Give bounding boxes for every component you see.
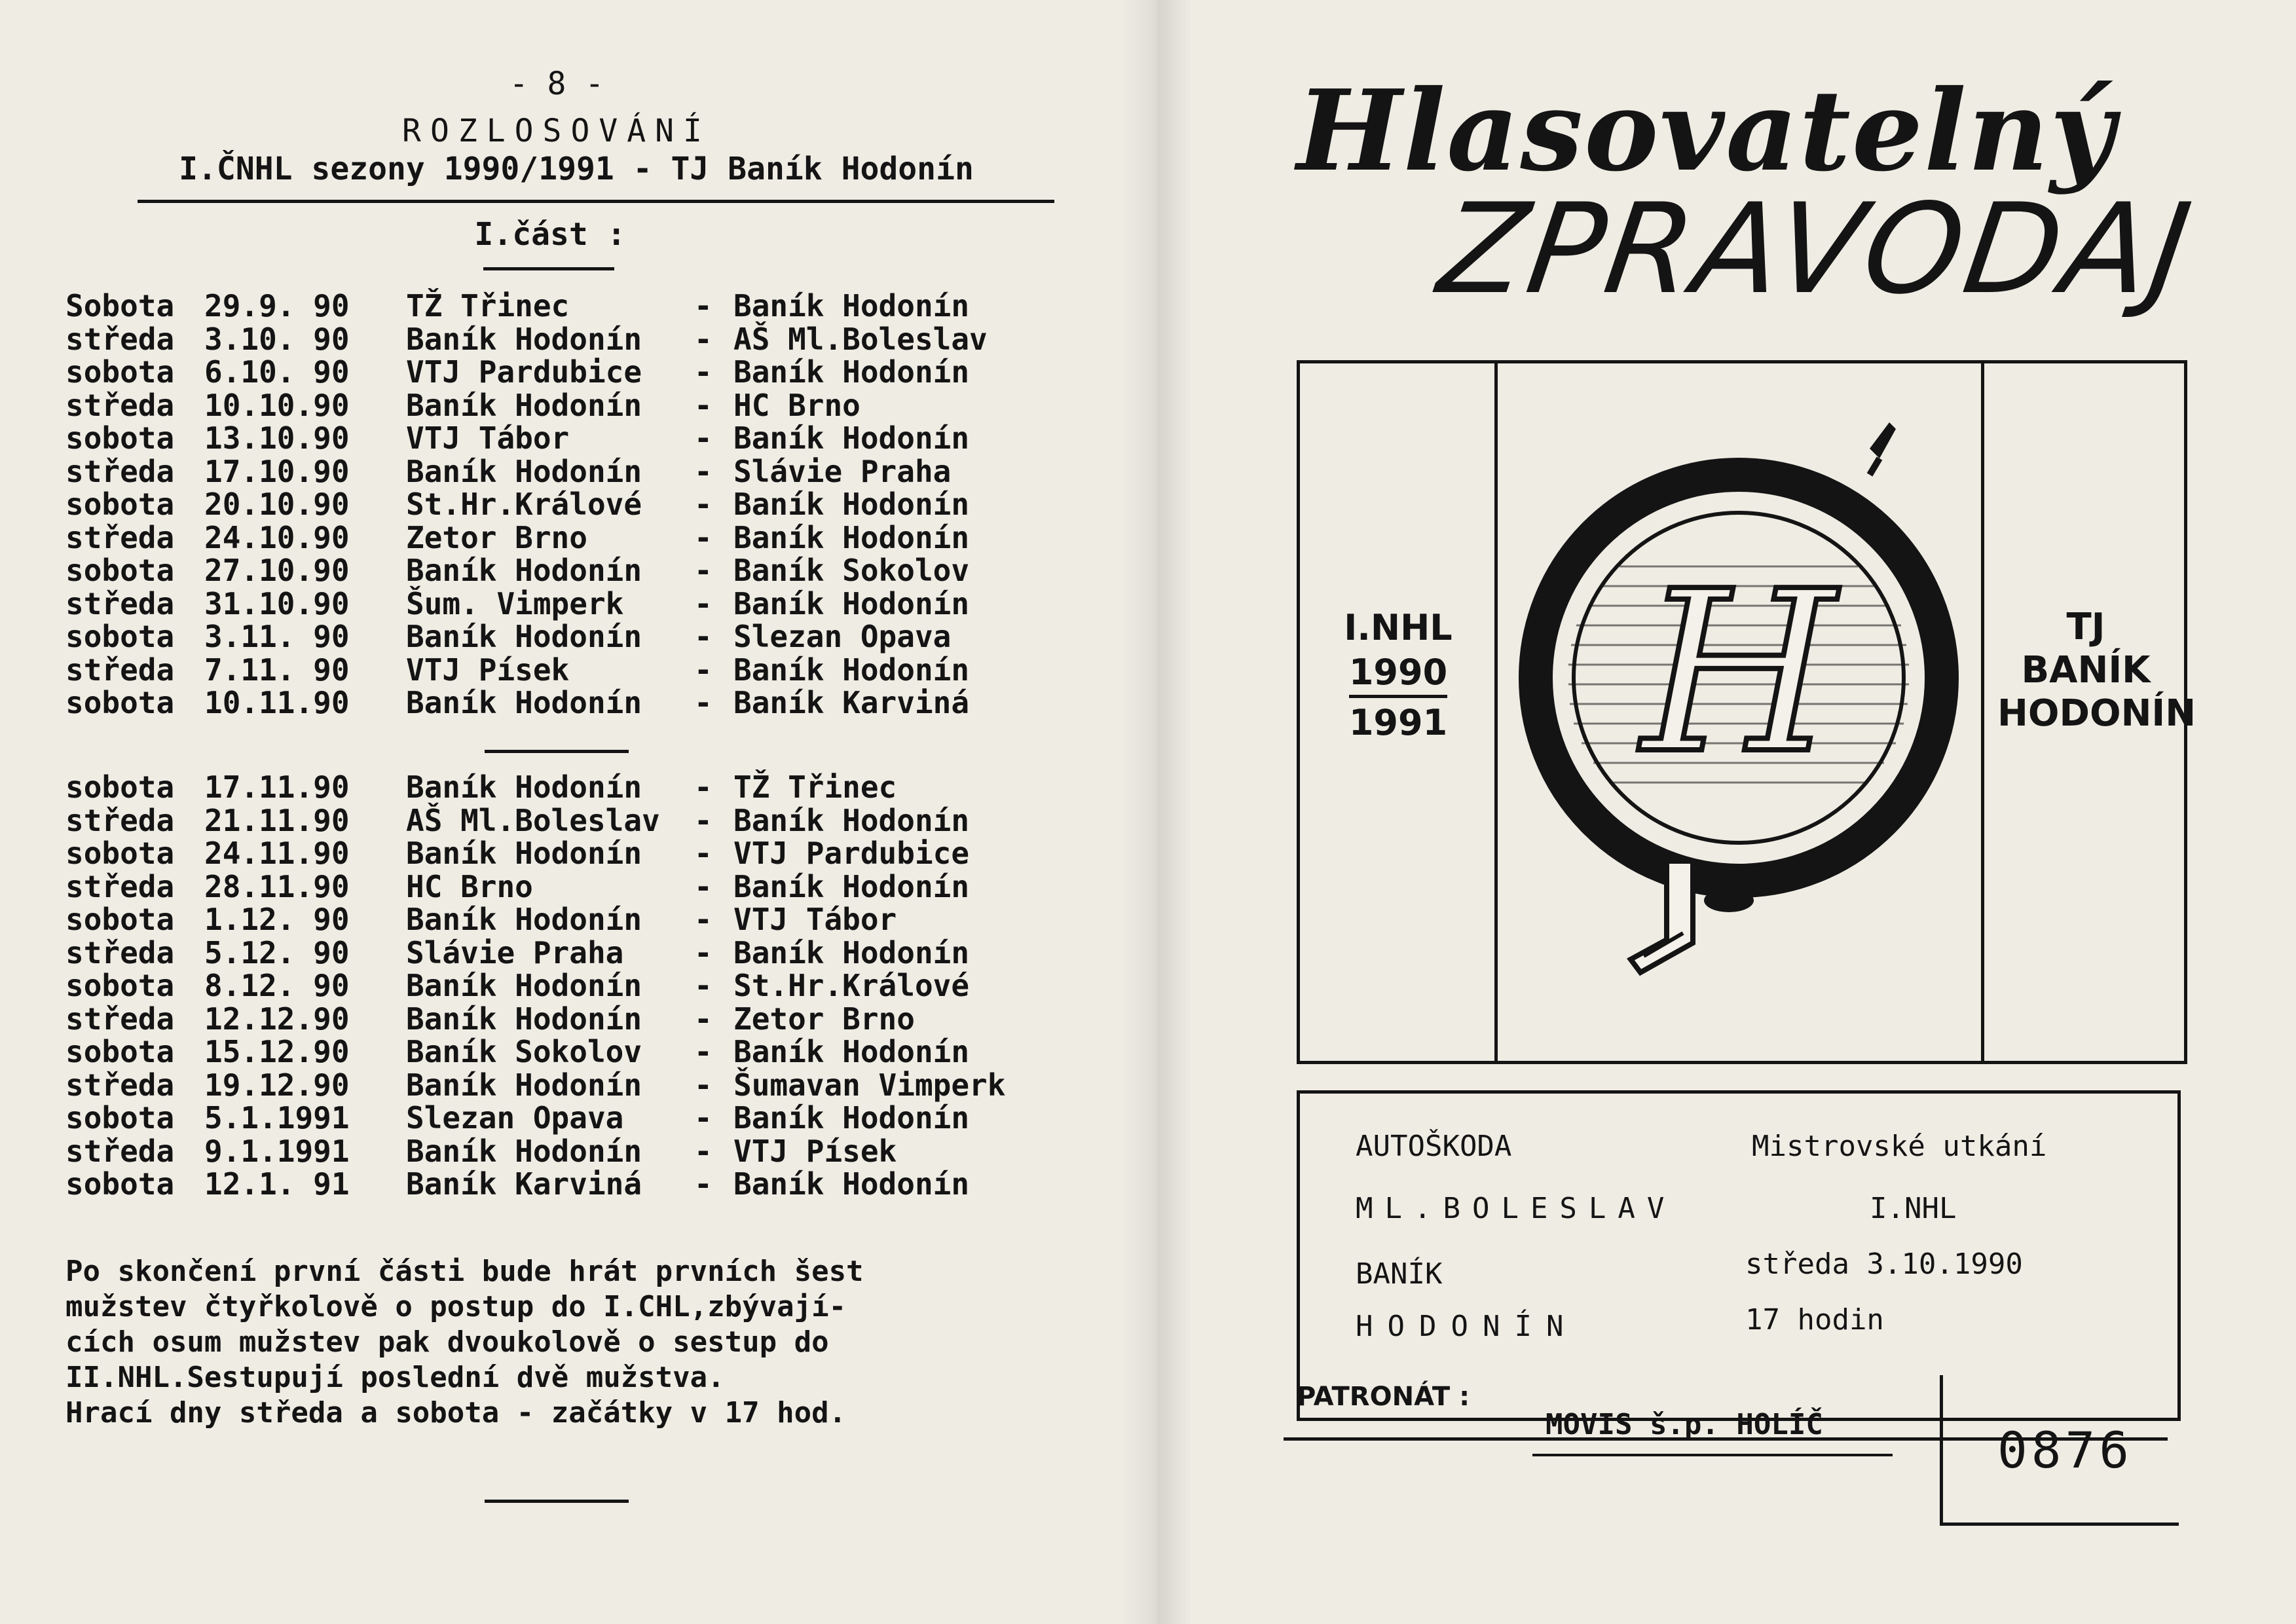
schedule-notes — [65, 1254, 1087, 1431]
schedule-row — [65, 1001, 1087, 1035]
schedule-row — [65, 1034, 1087, 1067]
home-team: Baník Hodonín — [406, 321, 642, 357]
club-line: TJ — [2066, 606, 2105, 648]
away-team: Slávie Praha — [733, 453, 952, 489]
versus-dash: - — [694, 487, 713, 522]
away-team: AŠ Ml.Boleslav — [733, 321, 988, 357]
versus-dash: - — [694, 1133, 713, 1169]
match-date: 10.11.90 — [204, 685, 350, 720]
versus-dash: - — [694, 902, 713, 937]
schedule-row — [65, 619, 1087, 652]
versus-dash: - — [694, 354, 713, 390]
versus-dash: - — [694, 868, 713, 904]
note-line: Hrací dny středa a sobota - začátky v 17 hod. — [65, 1396, 847, 1430]
club-name — [1997, 606, 2196, 735]
schedule-row — [65, 836, 1087, 869]
patronat-underline — [1532, 1454, 1893, 1456]
heading-rule — [138, 200, 1054, 203]
schedule-row — [65, 935, 1087, 969]
match-day: Sobota — [65, 288, 175, 323]
left-page — [65, 65, 1087, 1572]
versus-dash: - — [694, 1067, 713, 1103]
section-rule — [485, 750, 629, 753]
match-date: 6.10. 90 — [204, 354, 350, 390]
schedule-row — [65, 520, 1087, 553]
home-team: Slávie Praha — [406, 934, 624, 970]
schedule-row — [65, 420, 1087, 454]
schedule-row — [65, 869, 1087, 902]
schedule-row — [65, 322, 1087, 355]
versus-dash: - — [694, 387, 713, 423]
schedule-row — [65, 354, 1087, 388]
home-team: Zetor Brno — [406, 519, 587, 555]
club-line: BANÍK — [2021, 649, 2151, 692]
match-date: 17.10.90 — [204, 453, 350, 489]
right-page — [1284, 65, 2200, 1572]
club-logo-icon — [1503, 409, 1974, 1012]
schedule-row — [65, 1100, 1087, 1134]
emblem-panel — [1297, 360, 2196, 1064]
league-label: I.NHL — [1344, 607, 1453, 648]
schedule-row — [65, 487, 1087, 520]
match-day: sobota — [65, 836, 175, 871]
versus-dash: - — [694, 934, 713, 970]
match-date: 28.11.90 — [204, 868, 350, 904]
home-team-line1: BANÍK — [1356, 1257, 1443, 1291]
match-date: 12.12.90 — [204, 1001, 350, 1037]
match-date: 9.1.1991 — [204, 1133, 350, 1169]
note-line: cích osum mužstev pak dvoukolově o sestup do — [65, 1325, 829, 1359]
schedule-row — [65, 1166, 1087, 1200]
patronat-label: PATRONÁT : — [1297, 1382, 1470, 1412]
logo-monogram: H — [1641, 544, 1836, 803]
home-team: Baník Hodonín — [406, 1067, 642, 1103]
home-team: Šum. Vimperk — [406, 585, 624, 621]
match-day: sobota — [65, 968, 175, 1003]
match-day: středa — [65, 652, 175, 688]
home-team: Baník Hodonín — [406, 1133, 642, 1169]
match-day: středa — [65, 934, 175, 970]
home-team: HC Brno — [406, 868, 533, 904]
match-day: středa — [65, 585, 175, 621]
league-season — [1320, 606, 1477, 745]
away-team: Baník Hodonín — [733, 652, 970, 688]
match-date: 19.12.90 — [204, 1067, 350, 1103]
match-day: středa — [65, 868, 175, 904]
versus-dash: - — [694, 802, 713, 838]
match-day: středa — [65, 802, 175, 838]
match-day: středa — [65, 1067, 175, 1103]
match-date: 24.11.90 — [204, 836, 350, 871]
match-date: 7.11. 90 — [204, 652, 350, 688]
match-day: středa — [65, 1001, 175, 1037]
versus-dash: - — [694, 1034, 713, 1069]
versus-dash: - — [694, 585, 713, 621]
versus-dash: - — [694, 1166, 713, 1202]
note-line: mužstev čtyřkolově o postup do I.CHL,zbývají- — [65, 1290, 847, 1323]
panel-divider — [1981, 363, 1984, 1061]
away-team: St.Hr.Králové — [733, 968, 970, 1003]
match-day: sobota — [65, 1166, 175, 1202]
away-team: VTJ Pardubice — [733, 836, 970, 871]
home-team: Baník Karviná — [406, 1166, 642, 1202]
home-team: Baník Hodonín — [406, 553, 642, 588]
versus-dash: - — [694, 652, 713, 688]
match-day: sobota — [65, 619, 175, 654]
away-team: Baník Hodonín — [733, 420, 970, 456]
away-team: Baník Hodonín — [733, 519, 970, 555]
schedule-row — [65, 968, 1087, 1001]
versus-dash: - — [694, 453, 713, 489]
home-team: Baník Hodonín — [406, 836, 642, 871]
match-date: 20.10.90 — [204, 487, 350, 522]
versus-dash: - — [694, 519, 713, 555]
home-team: AŠ Ml.Boleslav — [406, 802, 660, 838]
match-date: 31.10.90 — [204, 585, 350, 621]
away-team: VTJ Tábor — [733, 902, 897, 937]
away-team: TŽ Třinec — [733, 769, 897, 805]
schedule-row — [65, 769, 1087, 803]
patronat-name: MOVIS š.p. HOLÍČ — [1546, 1408, 1823, 1441]
match-day: středa — [65, 519, 175, 555]
match-day: sobota — [65, 420, 175, 456]
schedule-row — [65, 652, 1087, 686]
center-fold — [1120, 0, 1192, 1624]
schedule-row — [65, 388, 1087, 421]
versus-dash: - — [694, 685, 713, 720]
match-date: 5.1.1991 — [204, 1100, 350, 1135]
match-date: 3.11. 90 — [204, 619, 350, 654]
match-date: 3.10. 90 — [204, 321, 350, 357]
versus-dash: - — [694, 420, 713, 456]
part-rule — [483, 267, 614, 270]
match-date: 10.10.90 — [204, 387, 350, 423]
match-date: 12.1. 91 — [204, 1166, 350, 1202]
away-team: Baník Hodonín — [733, 868, 970, 904]
versus-dash: - — [694, 553, 713, 588]
away-team: Baník Hodonín — [733, 934, 970, 970]
schedule-row — [65, 288, 1087, 322]
schedule-row — [65, 1134, 1087, 1167]
schedule-row — [65, 685, 1087, 718]
guest-team-line1: AUTOŠKODA — [1356, 1130, 1512, 1163]
panel-divider — [1494, 363, 1498, 1061]
away-team: Baník Hodonín — [733, 585, 970, 621]
versus-dash: - — [694, 968, 713, 1003]
schedule-row — [65, 803, 1087, 836]
home-team: Baník Hodonín — [406, 968, 642, 1003]
schedule-row — [65, 902, 1087, 935]
away-team: Baník Karviná — [733, 685, 970, 720]
match-date: 17.11.90 — [204, 769, 350, 805]
home-team-line2: HODONÍN — [1356, 1310, 1578, 1343]
match-day: sobota — [65, 487, 175, 522]
match-date: 8.12. 90 — [204, 968, 350, 1003]
away-team: Baník Hodonín — [733, 802, 970, 838]
schedule-row — [65, 1067, 1087, 1101]
match-date: 24.10.90 — [204, 519, 350, 555]
match-day: sobota — [65, 553, 175, 588]
away-team: VTJ Písek — [733, 1133, 897, 1169]
competition-line2: I.NHL — [1870, 1192, 1957, 1225]
home-team: Baník Hodonín — [406, 1001, 642, 1037]
match-info-panel — [1297, 1090, 2181, 1421]
home-team: Baník Sokolov — [406, 1034, 642, 1069]
home-team: VTJ Písek — [406, 652, 570, 688]
schedule-row — [65, 454, 1087, 487]
match-date: středa 3.10.1990 — [1745, 1247, 2023, 1281]
schedule-part2 — [65, 769, 1087, 1200]
away-team: Zetor Brno — [733, 1001, 915, 1037]
match-time: 17 hodin — [1745, 1303, 1884, 1337]
away-team: Šumavan Vimperk — [733, 1067, 1006, 1103]
schedule-part1 — [65, 288, 1087, 718]
match-date: 29.9. 90 — [204, 288, 350, 323]
home-team: Baník Hodonín — [406, 453, 642, 489]
match-day: sobota — [65, 1100, 175, 1135]
match-date: 13.10.90 — [204, 420, 350, 456]
club-line: HODONÍN — [1997, 692, 2196, 735]
match-date: 1.12. 90 — [204, 902, 350, 937]
guest-team-line2: ML.BOLESLAV — [1356, 1192, 1676, 1225]
competition-line1: Mistrovské utkání — [1752, 1130, 2047, 1163]
season-bottom: 1991 — [1349, 695, 1447, 745]
match-day: sobota — [65, 902, 175, 937]
match-day: sobota — [65, 1034, 175, 1069]
away-team: Baník Sokolov — [733, 553, 970, 588]
versus-dash: - — [694, 288, 713, 323]
away-team: Baník Hodonín — [733, 1166, 970, 1202]
away-team: HC Brno — [733, 387, 861, 423]
title-main: ZPRAVODAJ — [1431, 177, 2202, 322]
match-date: 21.11.90 — [204, 802, 350, 838]
schedule-heading: ROZLOSOVÁNÍ — [402, 113, 711, 149]
part-title: I.část : — [474, 216, 626, 253]
season-top: 1990 — [1348, 652, 1448, 693]
title-script: Hlasovatelný — [1297, 65, 2117, 196]
home-team: VTJ Tábor — [406, 420, 570, 456]
home-team: Baník Hodonín — [406, 685, 642, 720]
schedule-row — [65, 553, 1087, 586]
note-line: II.NHL.Sestupují poslední dvě mužstva. — [65, 1361, 725, 1394]
home-team: TŽ Třinec — [406, 288, 570, 323]
match-day: sobota — [65, 685, 175, 720]
versus-dash: - — [694, 836, 713, 871]
versus-dash: - — [694, 619, 713, 654]
page-number: - 8 - — [509, 65, 604, 102]
home-team: Baník Hodonín — [406, 387, 642, 423]
away-team: Baník Hodonín — [733, 1034, 970, 1069]
home-team: Baník Hodonín — [406, 902, 642, 937]
home-team: VTJ Pardubice — [406, 354, 642, 390]
versus-dash: - — [694, 1001, 713, 1037]
away-team: Baník Hodonín — [733, 354, 970, 390]
versus-dash: - — [694, 321, 713, 357]
schedule-subheading: I.ČNHL sezony 1990/1991 - TJ Baník Hodonín — [179, 151, 974, 187]
footer-rule — [485, 1500, 629, 1503]
match-day: sobota — [65, 354, 175, 390]
home-team: Slezan Opava — [406, 1100, 624, 1135]
home-team: St.Hr.Králové — [406, 487, 642, 522]
away-team: Baník Hodonín — [733, 1100, 970, 1135]
away-team: Slezan Opava — [733, 619, 952, 654]
home-team: Baník Hodonín — [406, 769, 642, 805]
serial-number: 0876 — [1997, 1421, 2134, 1479]
match-date: 27.10.90 — [204, 553, 350, 588]
match-day: středa — [65, 453, 175, 489]
match-day: sobota — [65, 769, 175, 805]
away-team: Baník Hodonín — [733, 487, 970, 522]
match-date: 15.12.90 — [204, 1034, 350, 1069]
schedule-row — [65, 586, 1087, 619]
note-line: Po skončení první části bude hrát prvních šest — [65, 1255, 864, 1288]
match-day: středa — [65, 387, 175, 423]
match-date: 5.12. 90 — [204, 934, 350, 970]
away-team: Baník Hodonín — [733, 288, 970, 323]
match-day: středa — [65, 1133, 175, 1169]
versus-dash: - — [694, 1100, 713, 1135]
home-team: Baník Hodonín — [406, 619, 642, 654]
match-day: středa — [65, 321, 175, 357]
versus-dash: - — [694, 769, 713, 805]
